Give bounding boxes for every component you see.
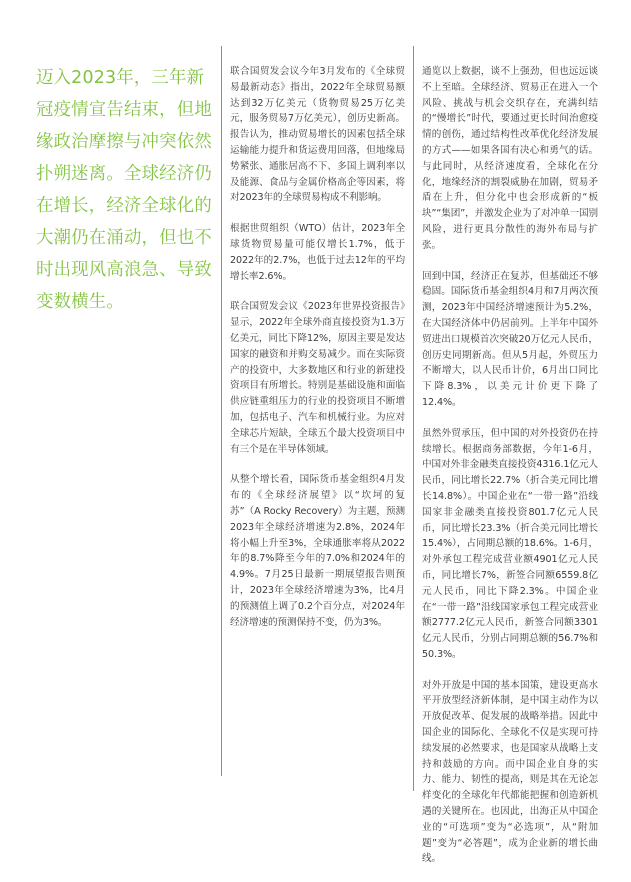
paragraph: 从整个增长看，国际货币基金组织4月发布的《全球经济展望》以“坎坷的复苏”（A Rocky Recovery）为主题，预测2023年全球经济增速为2.8%，2024年将小幅上升至3%，全球通胀率将从2022年的8.7%降至今年的7.0%和2024年的4.9%。7月25日最新一期展望报告则预计，2023年全球经济增速为3%，比4月的预测值上调了0.2个百分点，对2024年经济增速的预测保持不变，仍为3%。 <box>230 474 405 628</box>
paragraph: 联合国贸发会议今年3月发布的《全球贸易最新动态》指出，2022年全球贸易额达到32万亿美元（货物贸易25万亿美元，服务贸易7万亿美元），创历史新高。报告认为，推动贸易增长的因素包括全球运输能力提升和货运费用回落，但地缘局势紧张、通胀居高不下、多国上调利率以及能源、食品与金属价格高企等因素，将对2023年的全球贸易构成不利影响。 <box>230 66 405 204</box>
paragraph: 虽然外贸承压，但中国的对外投资仍在持续增长。根据商务部数据，今年1-6月，中国对外非金融类直接投资4316.1亿元人民币，同比增长22.7%（折合美元同比增长14.8%）。中国企业在“一带一路”沿线国家非金融类直接投资801.7亿元人民币，同比增长23.3%（折合美元同比增长15.4%），占同期总额的18.6%。1-6月，对外承包工程完成营业额4901亿元人民币，同比增长7%，新签合同额6559.8亿元人民币，同比下降2.3%。中国企业在“一带一路”沿线国家承包工程完成营业额2777.2亿元人民币，新签合同额3301亿元人民币，分别占同期总额的56.7%和50.3%。 <box>422 427 598 660</box>
paragraph: 联合国贸发会议《2023年世界投资报告》显示，2022年全球外商直接投资为1.3万亿美元，同比下降12%，原因主要是发达国家的融资和并购交易减少。而在实际资产的投资中，大多数地区和行业的新建投资项目有所增长。特别是基础设施和面临供应链重组压力的行业的投资项目不断增加，包括电子、汽车和机械行业。为应对全球芯片短缺，全球五个最大投资项目中有三个是在半导体领域。 <box>230 301 405 455</box>
paragraph: 根据世贸组织（WTO）估计，2023年全球货物贸易量可能仅增长1.7%，低于2022年的2.7%，也低于过去12年的平均增长率2.6%。 <box>230 223 405 282</box>
paragraph: 通览以上数据，谈不上强劲，但也远远谈不上至暗。全球经济、贸易正在进入一个风险、挑战与机会交织存在，充满纠结的“慢增长”时代，要通过更长时间治愈疫情的创伤，通过结构性改革优化经济发展的方式——如果各国有决心和勇气的话。与此同时，从经济速度看，全球化在分化，地缘经济的割裂威胁在加剧，贸易矛盾在上升，但分化中也会形成新的“板块”“集团”，并激发企业为了对冲单一国别风险，进行更具分散性的海外布局与扩张。 <box>422 66 599 251</box>
column-right <box>422 64 598 882</box>
column-divider-left <box>221 46 222 776</box>
column-middle <box>230 64 405 645</box>
column-divider-right <box>413 46 414 791</box>
pull-quote: 迈入2023年，三年新冠疫情宣告结束，但地缘政治摩擦与冲突依然扑朔迷离。全球经济仍在增长，经济全球化的大潮仍在涌动，但也不时出现风高浪急、导致变数横生。 <box>36 68 212 312</box>
paragraph: 对外开放是中国的基本国策，建设更高水平开放型经济新体制，是中国主动作为以开放促改革、促发展的战略举措。因此中国企业的国际化、全球化不仅是实现可持续发展的必然要求，也是国家从战略上支持和鼓励的方向。而中国企业自身的实力、能力、韧性的提高，则是其在无论怎样变化的全球化年代都能把握和创造新机遇的关键所在。也因此，出海正从中国企业的“可选项”变为“必选项”，从“附加题”变为“必答题”，成为企业新的增长曲线。 <box>422 679 598 865</box>
paragraph: 回到中国，经济正在复苏，但基础还不够稳固。国际货币基金组织4月和7月两次预测，2023年中国经济增速预计为5.2%，在大国经济体中仍居前列。上半年中国外贸进出口规模首次突破20万亿元人民币，创历史同期新高。但从5月起，外贸压力不断增大，以人民币计价，6月出口同比下降8.3%，以美元计价更下降了12.4%。 <box>422 270 598 408</box>
